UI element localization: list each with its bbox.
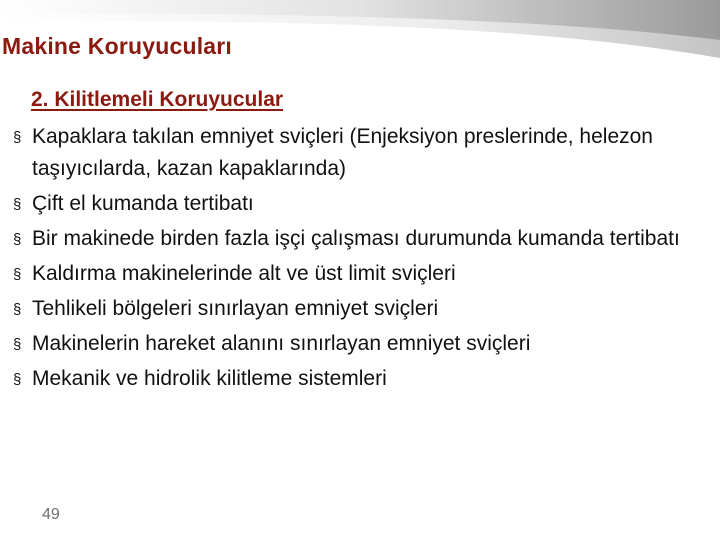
bullet-item-7 [5,363,705,395]
bullet-item-3 [5,223,705,255]
bullet-text: Kaldırma makinelerinde alt ve üst limit sviçleri [32,262,456,285]
slide-title: Makine Koruyucuları [2,33,233,59]
page-number: 49 [42,506,60,523]
bullet-text: Bir makinede birden fazla işçi çalışması durumunda kumanda tertibatı [32,227,680,250]
bullet-item-2 [5,188,705,220]
bullet-marker-icon: § [13,301,22,318]
bullet-marker-icon: § [13,129,22,146]
bullet-item-1 [5,121,705,185]
bullet-list [5,121,705,398]
bullet-text: Kapaklara takılan emniyet sviçleri (Enjeksiyon preslerinde, helezon taşıyıcılarda, kazan kapaklarında) [32,125,653,180]
bullet-marker-icon: § [13,266,22,283]
bullet-marker-icon: § [13,336,22,353]
bullet-marker-icon: § [13,371,22,388]
bullet-marker-icon: § [13,196,22,213]
section-subheading: 2. Kilitlemeli Koruyucular [31,88,284,111]
bullet-text: Makinelerin hareket alanını sınırlayan emniyet sviçleri [32,332,531,355]
bullet-item-4 [5,258,705,290]
bullet-item-5 [5,293,705,325]
bullet-marker-icon: § [13,231,22,248]
bullet-text: Tehlikeli bölgeleri sınırlayan emniyet sviçleri [32,297,439,320]
bullet-text: Mekanik ve hidrolik kilitleme sistemleri [32,367,387,390]
bullet-text: Çift el kumanda tertibatı [32,192,254,215]
bullet-item-6 [5,328,705,360]
